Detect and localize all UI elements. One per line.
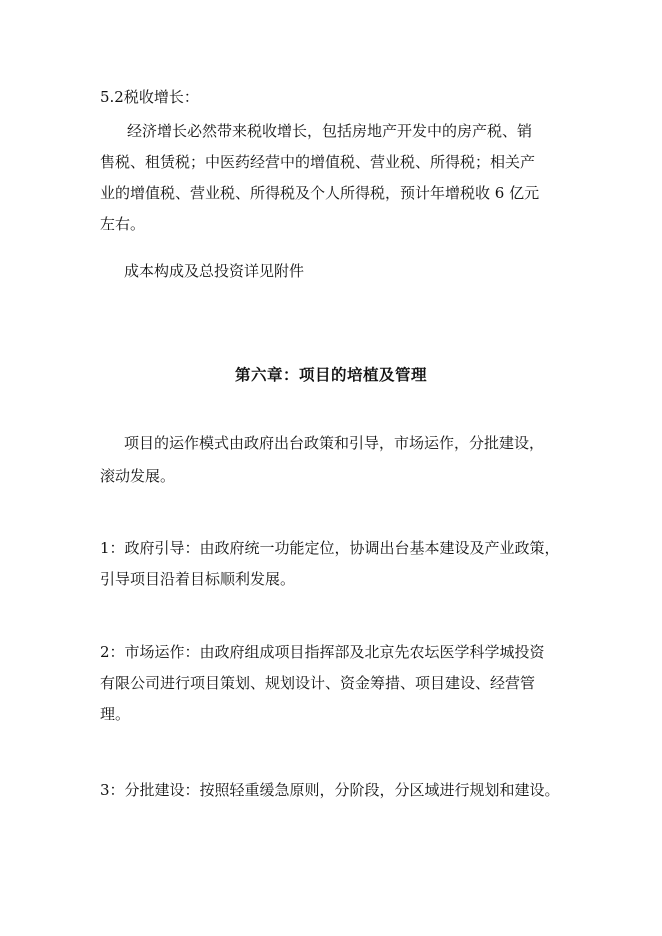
paragraph-line: 引导项目沿着目标顺利发展。 — [100, 570, 296, 588]
paragraph-line: 滚动发展。 — [100, 467, 176, 485]
paragraph-line: 左右。 — [100, 215, 146, 233]
item-3-phased-construction — [100, 775, 570, 806]
paragraph-line: 理。 — [100, 705, 131, 723]
paragraph-line: 经济增长必然带来税收增长，包括房地产开发中的房产税、销 — [112, 122, 533, 140]
section-5-2-title-text: 5.2税收增长： — [100, 88, 199, 106]
section-5-2-paragraph — [112, 116, 582, 147]
paragraph-line: 售税、租赁税；中医药经营中的增值税、营业税、所得税；相关产 — [100, 153, 536, 171]
paragraph-line: 3：分批建设：按照轻重缓急原则，分阶段，分区域进行规划和建设。 — [100, 781, 560, 799]
section-5-2-title — [100, 82, 570, 113]
chapter-6-heading: 第六章：项目的培植及管理 — [234, 365, 427, 384]
chapter-6-intro-cont — [100, 461, 570, 492]
paragraph-line: 2：市场运作：由政府组成项目指挥部及北京先农坛医学科学城投资 — [100, 643, 545, 661]
cost-note-text: 成本构成及总投资详见附件 — [124, 262, 305, 280]
paragraph-line: 业的增值税、营业税、所得税及个人所得税，预计年增税收 6 亿元 — [100, 184, 540, 202]
paragraph-line: 项目的运作模式由政府出台政策和引导，市场运作，分批建设， — [124, 434, 545, 452]
item-2-market-operation — [100, 637, 570, 730]
section-5-2-paragraph-cont — [100, 147, 570, 240]
item-1-government-guidance — [100, 533, 570, 595]
paragraph-line: 1：政府引导：由政府统一功能定位，协调出台基本建设及产业政策， — [100, 539, 560, 557]
chapter-6-intro-first — [124, 428, 594, 459]
paragraph-line: 有限公司进行项目策划、规划设计、资金筹措、项目建设、经营管 — [100, 674, 536, 692]
cost-note — [124, 256, 594, 287]
